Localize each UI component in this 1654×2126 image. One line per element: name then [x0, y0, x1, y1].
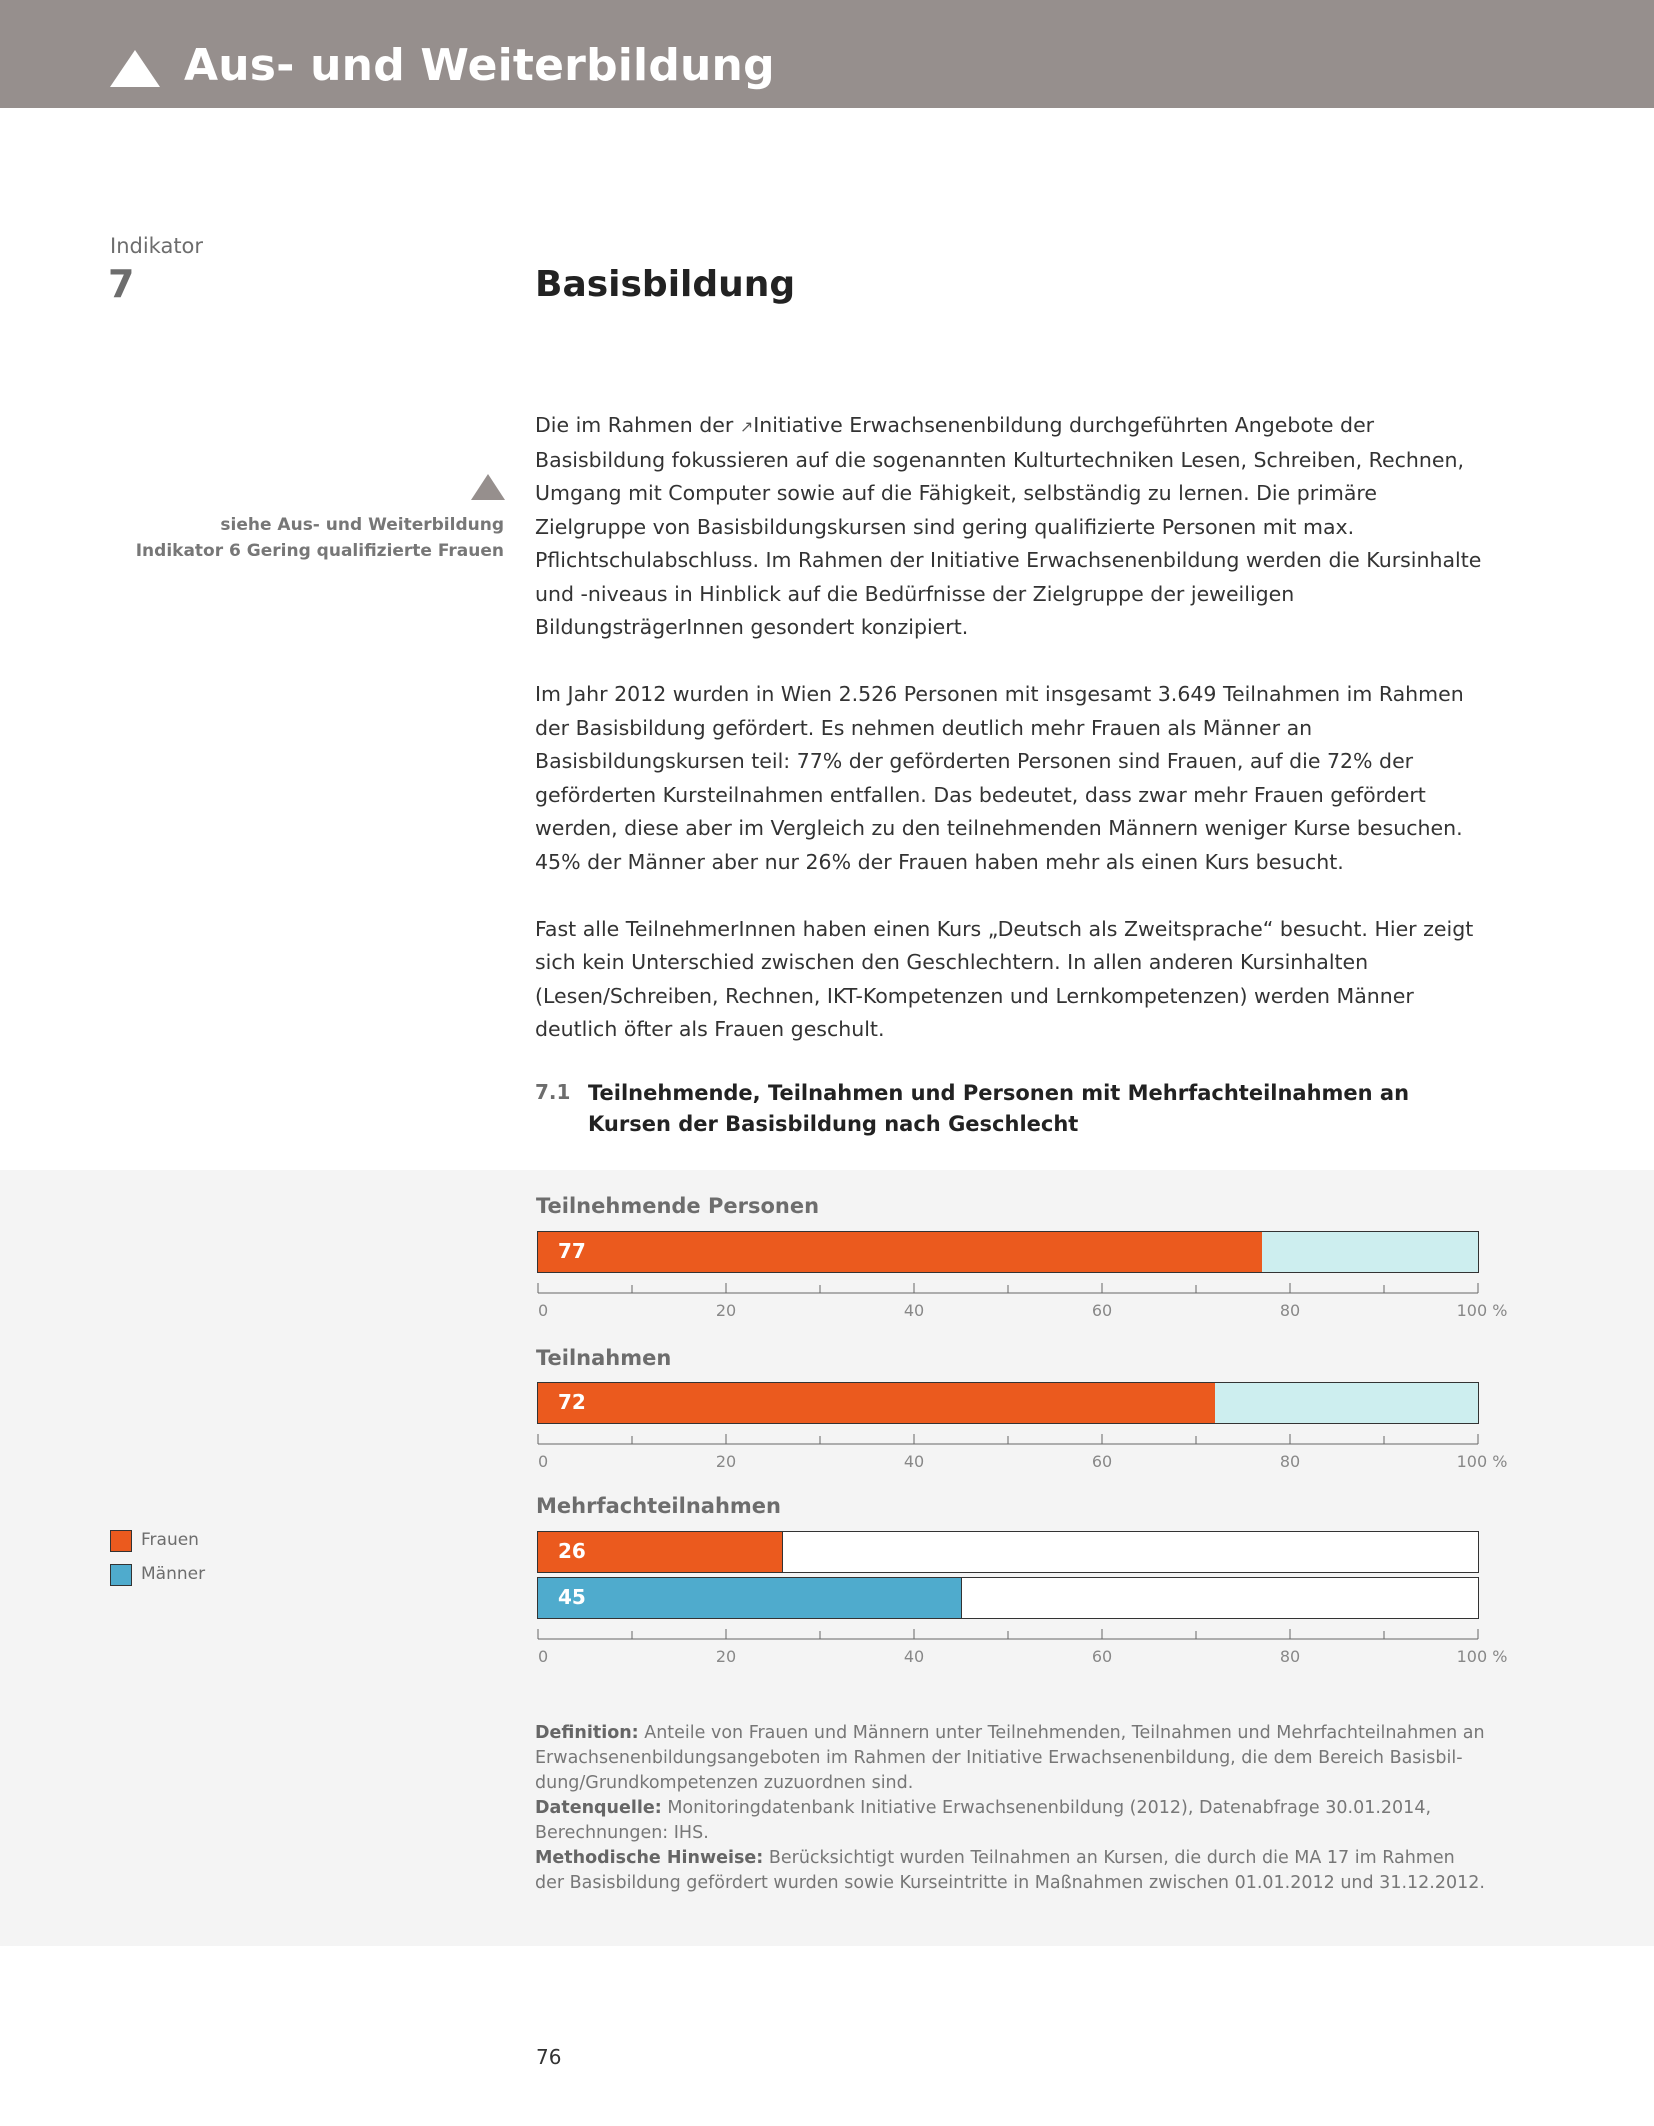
- page-number: 76: [536, 2045, 562, 2069]
- tick-label: 40: [903, 1452, 925, 1471]
- data-label: 45: [558, 1585, 586, 1609]
- note-text: Monitoringdatenbank Initiative Erwachsenenbildung (2012), Datenabfrage 30.01.2014, Berechnungen: IHS.: [535, 1798, 1432, 1843]
- legend-swatch-frauen: [110, 1530, 132, 1552]
- indicator-label: Indikator: [110, 234, 204, 258]
- tick-label: 60: [1091, 1647, 1113, 1666]
- bar-segment-maenner: [1262, 1232, 1478, 1272]
- external-link-arrow-icon[interactable]: ↗: [739, 417, 754, 436]
- stacked-bar: [537, 1382, 1479, 1424]
- chart-title: Mehrfachteilnahmen: [536, 1494, 781, 1518]
- tick-label: 80: [1279, 1647, 1301, 1666]
- note-label: Datenquelle:: [535, 1798, 662, 1818]
- figure-title: Teilnehmende, Teilnahmen und Personen mit Mehrfachteilnahmen an Kursen der Basisbildung nach Geschlecht: [588, 1081, 1410, 1136]
- note-text: Berücksichtigt wurden Teilnahmen an Kursen, die durch die MA 17 im Rahmen der Basisbildung gefördert wurden sowie Kurseintritte in Maßnahmen zwischen 01.01.2012 und 31.12.2012.: [535, 1848, 1485, 1893]
- legend-label: Männer: [141, 1564, 206, 1584]
- chart-notes: [535, 1721, 1485, 1896]
- axis-svg: [530, 1283, 1508, 1323]
- paragraph-text: Die im Rahmen der: [535, 413, 740, 437]
- bar-segment-frauen: [538, 1532, 783, 1572]
- bar-segment-maenner: [538, 1578, 962, 1618]
- tick-label: 0: [538, 1647, 549, 1666]
- tick-label: 20: [715, 1301, 737, 1320]
- x-axis: [530, 1283, 1508, 1323]
- tick-label: 100 %: [1456, 1647, 1508, 1666]
- chart-title: Teilnahmen: [536, 1346, 672, 1370]
- source-note: [535, 1796, 1485, 1846]
- tick-label: 20: [715, 1647, 737, 1666]
- legend-swatch-maenner: [110, 1564, 132, 1586]
- tick-label: 60: [1091, 1301, 1113, 1320]
- tick-label: 100 %: [1456, 1452, 1508, 1471]
- triangle-icon: [471, 474, 505, 500]
- note-label: Methodische Hinweise:: [535, 1848, 764, 1868]
- indicator-number: 7: [108, 262, 135, 306]
- page-title: Basisbildung: [535, 264, 796, 305]
- bar-segment-maenner: [1215, 1383, 1478, 1423]
- axis-svg: [530, 1434, 1508, 1474]
- x-axis: [530, 1629, 1508, 1669]
- bar-segment-frauen: [538, 1383, 1216, 1423]
- axis-svg: [530, 1629, 1508, 1669]
- tick-label: 100 %: [1456, 1301, 1508, 1320]
- tick-label: 80: [1279, 1301, 1301, 1320]
- bar-frauen: [537, 1531, 1479, 1573]
- tick-label: 60: [1091, 1452, 1113, 1471]
- paragraph: Fast alle TeilnehmerInnen haben einen Kurs „Deutsch als Zweitsprache“ besucht. Hier zeigt sich kein Unterschied zwischen den Geschlechtern. In allen anderen Kursinhalten (Lesen/Schreiben, Rechnen, IKT-Kompetenzen und Lernkompetenzen) werden Männer deutlich öfter als Frauen geschult.: [535, 916, 1474, 1041]
- tick-label: 80: [1279, 1452, 1301, 1471]
- side-reference-line2[interactable]: Indikator 6 Gering qualifizierte Frauen: [135, 541, 504, 561]
- data-label: 26: [558, 1539, 586, 1563]
- bar-segment-frauen: [538, 1232, 1263, 1272]
- paragraph: Im Jahr 2012 wurden in Wien 2.526 Personen mit insgesamt 3.649 Teilnahmen im Rahmen der Basisbildung gefördert. Es nehmen deutlich mehr Frauen als Männer an Basisbildungskursen teil: 77% der geförderten Personen sind Frauen, auf die 72% der geförderten Kursteilnahmen entfallen. Das bedeutet, dass zwar mehr Frauen gefördert werden, diese aber im Vergleich zu den teilnehmenden Männern weniger Kurse besuchen. 45% der Männer aber nur 26% der Frauen haben mehr als einen Kurs besucht.: [535, 682, 1464, 874]
- body-text: [535, 409, 1485, 1080]
- definition-note: [535, 1721, 1485, 1796]
- paragraph-text: Initiative Erwachsenenbildung durchgeführten Angebote der Basisbildung fokussieren auf die sogenannten Kulturtechniken Lesen, Schreiben, Rechnen, Umgang mit Computer sowie auf die Fähigkeit, selbständig zu lernen. Die primäre Zielgruppe von Basisbildungskursen sind gering qualifizierte Personen mit max. Pflichtschulabschluss. Im Rahmen der Initiative Erwachsenenbildung werden die Kursinhalte und -niveaus in Hinblick auf die Bedürfnisse der Zielgruppe der jeweiligen BildungsträgerInnen gesondert konzipiert.: [535, 413, 1482, 639]
- stacked-bar: [537, 1231, 1479, 1273]
- bar-maenner: [537, 1577, 1479, 1619]
- section-title: Aus- und Weiterbildung: [184, 40, 775, 91]
- method-note: [535, 1846, 1485, 1896]
- triangle-icon: [110, 50, 160, 87]
- tick-label: 0: [538, 1452, 549, 1471]
- data-label: 72: [558, 1390, 586, 1414]
- legend-label: Frauen: [141, 1530, 199, 1550]
- paragraph: [535, 409, 1485, 645]
- note-label: Definition:: [535, 1723, 639, 1743]
- header-band: [0, 0, 1654, 108]
- side-reference-line1[interactable]: siehe Aus- und Weiterbildung: [220, 515, 504, 535]
- figure-number: 7.1: [535, 1080, 571, 1104]
- note-text: Anteile von Frauen und Männern unter Teilnehmenden, Teilnahmen und Mehrfachteilnahmen an Erwachsenenbildungsangeboten im Rahmen der Initiative Erwachsenenbildung, die dem Bereich Basisbildung/Grundkompetenzen zuzuordnen sind.: [535, 1723, 1485, 1793]
- tick-label: 40: [903, 1647, 925, 1666]
- chart-title: Teilnehmende Personen: [536, 1194, 820, 1218]
- tick-label: 40: [903, 1301, 925, 1320]
- x-axis: [530, 1434, 1508, 1474]
- tick-label: 20: [715, 1452, 737, 1471]
- tick-label: 0: [538, 1301, 549, 1320]
- data-label: 77: [558, 1239, 586, 1263]
